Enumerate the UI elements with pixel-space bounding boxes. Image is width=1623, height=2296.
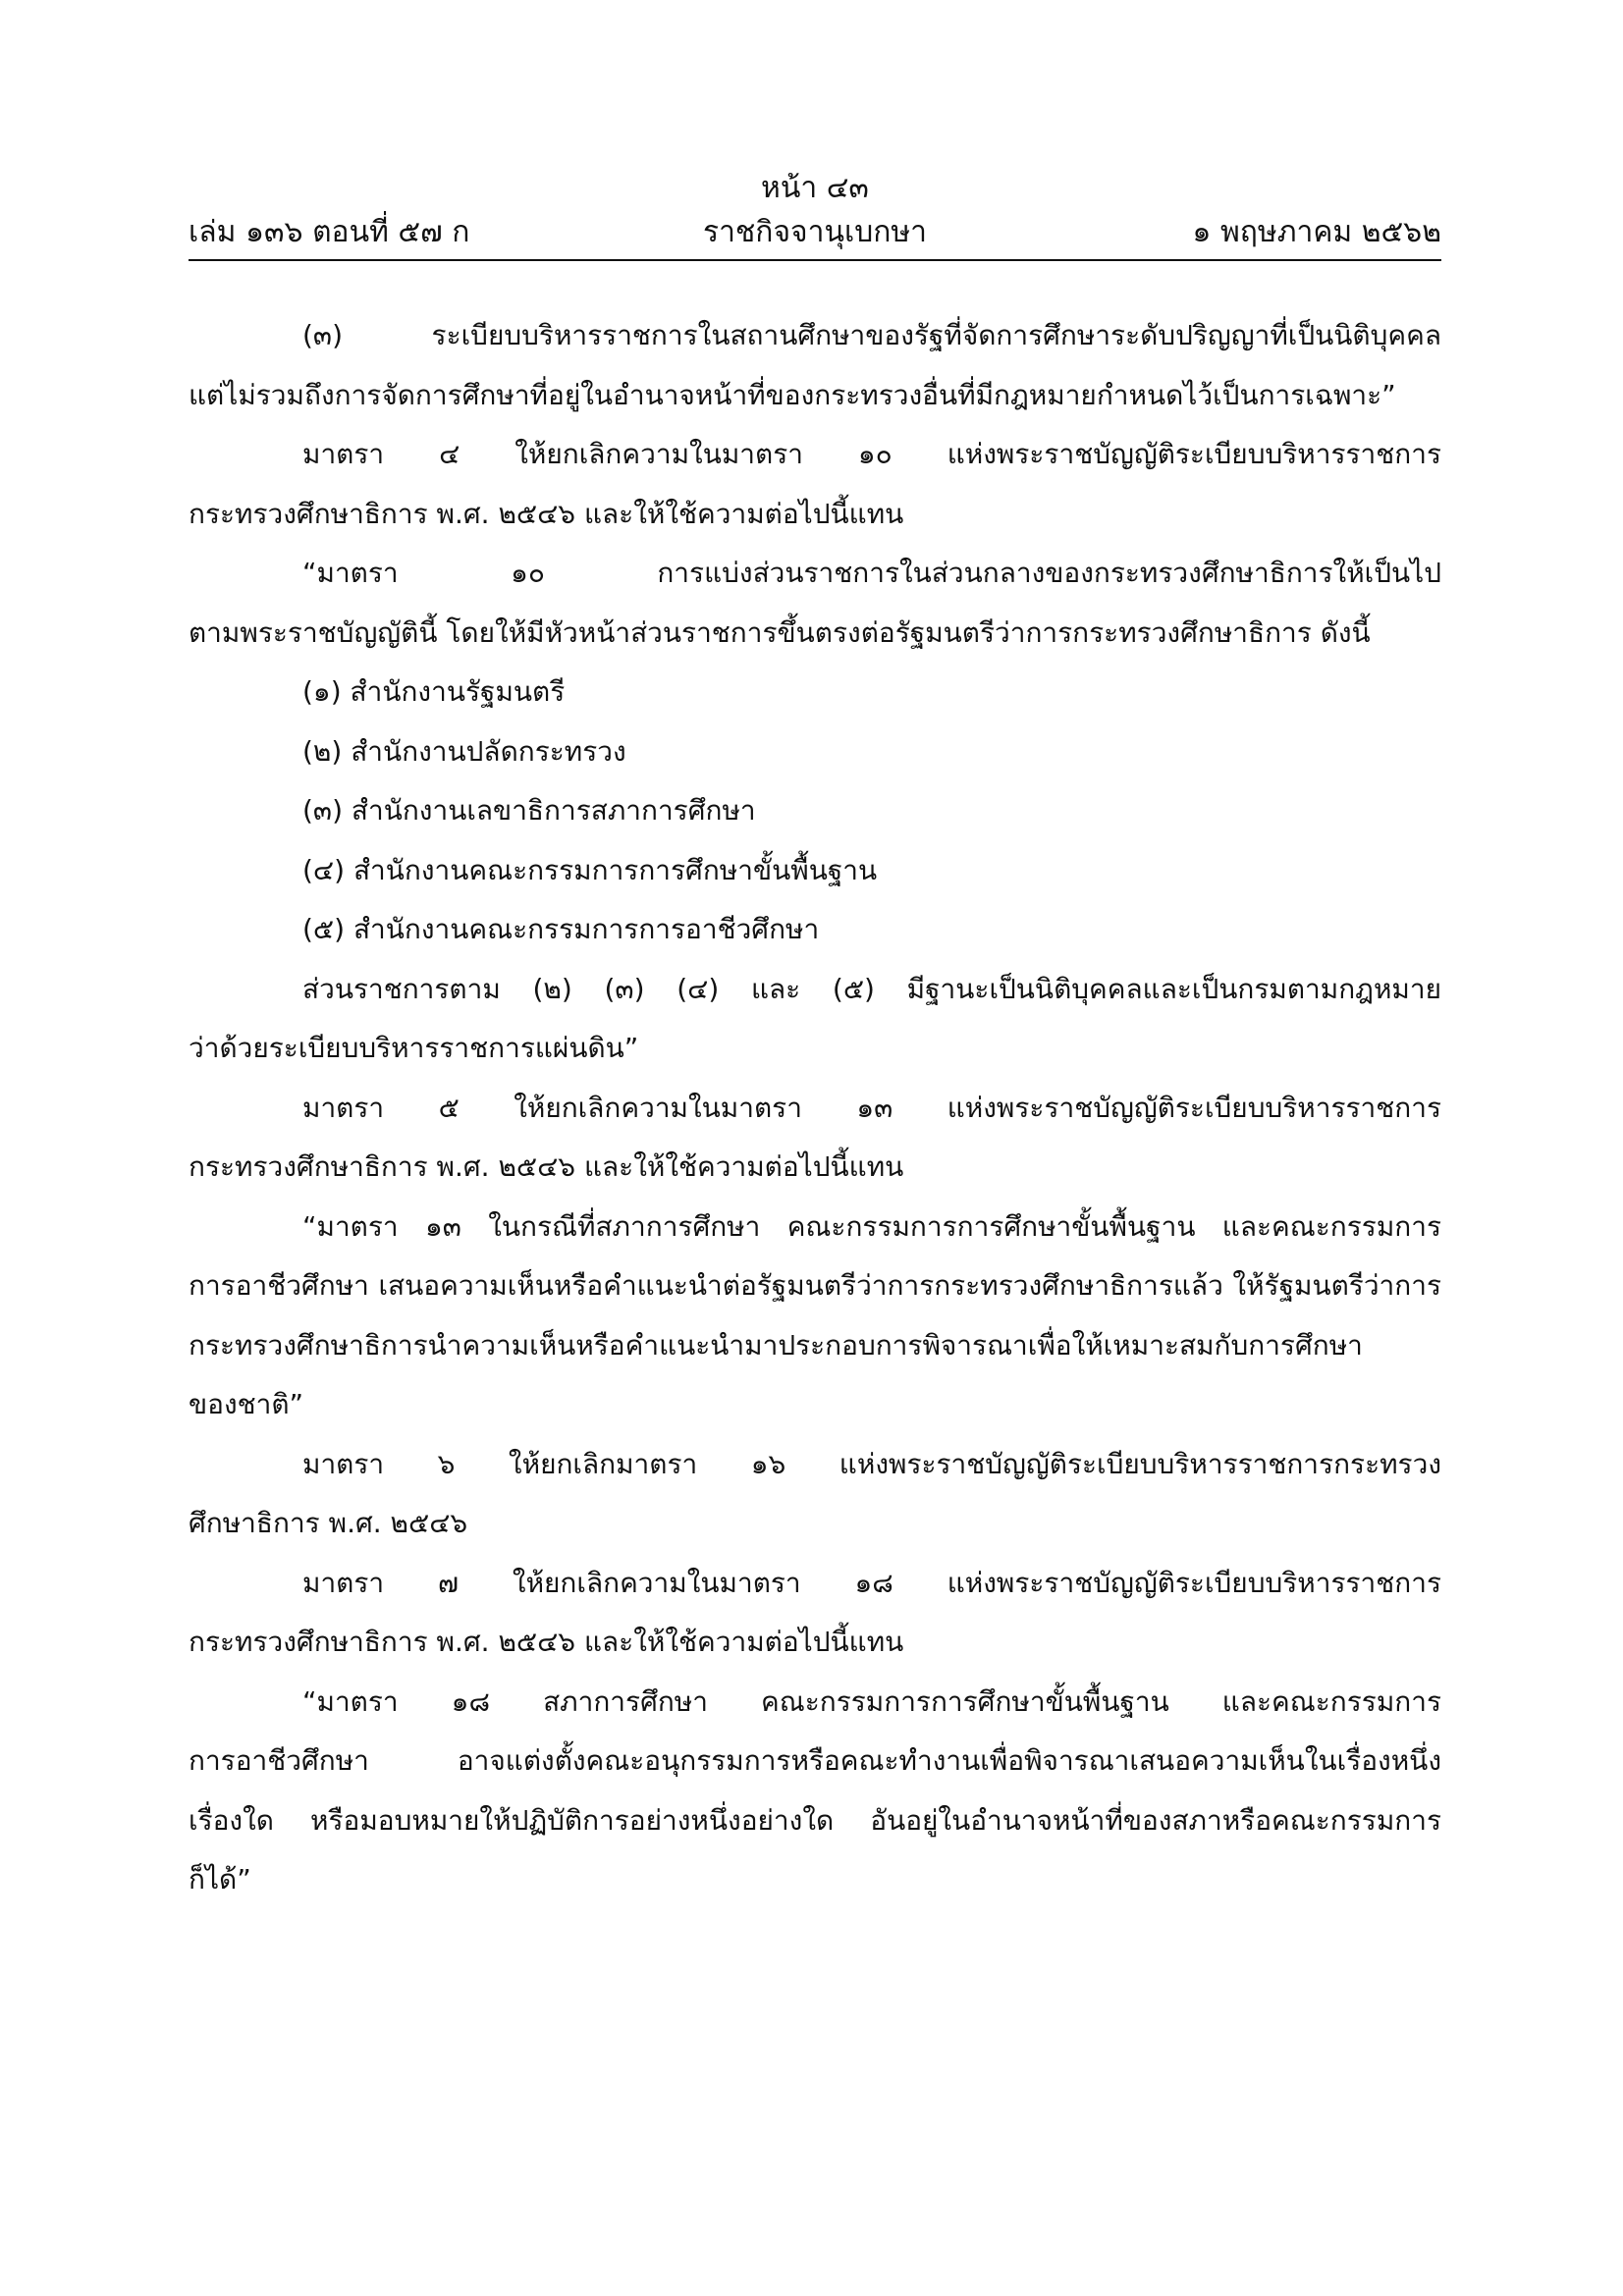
- section-7-line: มาตรา ๗ ให้ยกเลิกความในมาตรา ๑๘ แห่งพระราชบัญญัติระเบียบบริหารราชการ: [302, 1566, 1441, 1599]
- paragraph-line: (๓) ระเบียบบริหารราชการในสถานศึกษาของรัฐที่จัดการศึกษาระดับปริญญาที่เป็นนิติบุคคล: [302, 319, 1441, 351]
- gazette-header: [189, 169, 1441, 267]
- section-18-line: ก็ได้”: [189, 1863, 251, 1896]
- list-item: (๒) สำนักงานปลัดกระทรวง: [302, 734, 626, 768]
- paragraph-line: แต่ไม่รวมถึงการจัดการศึกษาที่อยู่ในอำนาจหน้าที่ของกระทรวงอื่นที่มีกฎหมายกำหนดไว้เป็นการเฉพาะ”: [189, 378, 1396, 411]
- section-13-line: “มาตรา ๑๓ ในกรณีที่สภาการศึกษา คณะกรรมการการศึกษาขั้นพื้นฐาน และคณะกรรมการ: [302, 1209, 1441, 1243]
- header-row: [189, 212, 1441, 253]
- section-13-line: การอาชีวศึกษา เสนอความเห็นหรือคำแนะนำต่อรัฐมนตรีว่าการกระทรวงศึกษาธิการแล้ว ให้รัฐมนตรีว่าการ: [189, 1269, 1441, 1302]
- section-6-line: มาตรา ๖ ให้ยกเลิกมาตรา ๑๖ แห่งพระราชบัญญัติระเบียบบริหารราชการกระทรวง: [302, 1447, 1441, 1480]
- section-4-line: กระทรวงศึกษาธิการ พ.ศ. ๒๕๔๖ และให้ใช้ความต่อไปนี้แทน: [189, 497, 904, 530]
- section-13-line: กระทรวงศึกษาธิการนำความเห็นหรือคำแนะนำมาประกอบการพิจารณาเพื่อให้เหมาะสมกับการศึกษา: [189, 1328, 1363, 1362]
- list-item: (๔) สำนักงานคณะกรรมการการศึกษาขั้นพื้นฐาน: [302, 853, 878, 886]
- publication-date: ๑ พฤษภาคม ๒๕๖๒: [1192, 215, 1441, 249]
- document-body: [189, 306, 1441, 1910]
- section-18-line: การอาชีวศึกษา อาจแต่งตั้งคณะอนุกรรมการหรือคณะทำงานเพื่อพิจารณาเสนอความเห็นในเรื่องหนึ่ง: [189, 1744, 1441, 1777]
- list-item: (๓) สำนักงานเลขาธิการสภาการศึกษา: [302, 794, 756, 827]
- section-10-line: “มาตรา ๑๐ การแบ่งส่วนราชการในส่วนกลางของกระทรวงศึกษาธิการให้เป็นไป: [302, 557, 1441, 589]
- section-5-line: มาตรา ๕ ให้ยกเลิกความในมาตรา ๑๓ แห่งพระราชบัญญัติระเบียบบริหารราชการ: [302, 1091, 1441, 1124]
- section-6-line: ศึกษาธิการ พ.ศ. ๒๕๔๖: [189, 1507, 468, 1539]
- list-item: (๕) สำนักงานคณะกรรมการการอาชีวศึกษา: [302, 913, 820, 945]
- section-13-line: ของชาติ”: [189, 1388, 304, 1420]
- status-line: ว่าด้วยระเบียบบริหารราชการแผ่นดิน”: [189, 1032, 639, 1064]
- section-4-line: มาตรา ๔ ให้ยกเลิกความในมาตรา ๑๐ แห่งพระราชบัญญัติระเบียบบริหารราชการ: [302, 438, 1441, 470]
- page-number: หน้า ๔๓: [761, 171, 869, 205]
- volume-issue: เล่ม ๑๓๖ ตอนที่ ๕๗ ก: [189, 215, 470, 249]
- section-10-line: ตามพระราชบัญญัตินี้ โดยให้มีหัวหน้าส่วนราชการขึ้นตรงต่อรัฐมนตรีว่าการกระทรวงศึกษาธิการ ดังนี้: [189, 615, 1371, 649]
- section-18-line: “มาตรา ๑๘ สภาการศึกษา คณะกรรมการการศึกษาขั้นพื้นฐาน และคณะกรรมการ: [302, 1684, 1441, 1718]
- list-item: (๑) สำนักงานรัฐมนตรี: [302, 675, 566, 708]
- section-18-line: เรื่องใด หรือมอบหมายให้ปฏิบัติการอย่างหนึ่งอย่างใด อันอยู่ในอำนาจหน้าที่ของสภาหรือคณะกรรมการ: [189, 1803, 1441, 1837]
- publication-name: ราชกิจจานุเบกษา: [702, 215, 928, 249]
- status-line: ส่วนราชการตาม (๒) (๓) (๔) และ (๕) มีฐานะเป็นนิติบุคคลและเป็นกรมตามกฎหมาย: [302, 972, 1441, 1005]
- header-rule: [189, 259, 1441, 261]
- section-5-line: กระทรวงศึกษาธิการ พ.ศ. ๒๕๔๖ และให้ใช้ความต่อไปนี้แทน: [189, 1150, 904, 1183]
- section-7-line: กระทรวงศึกษาธิการ พ.ศ. ๒๕๔๖ และให้ใช้ความต่อไปนี้แทน: [189, 1626, 904, 1658]
